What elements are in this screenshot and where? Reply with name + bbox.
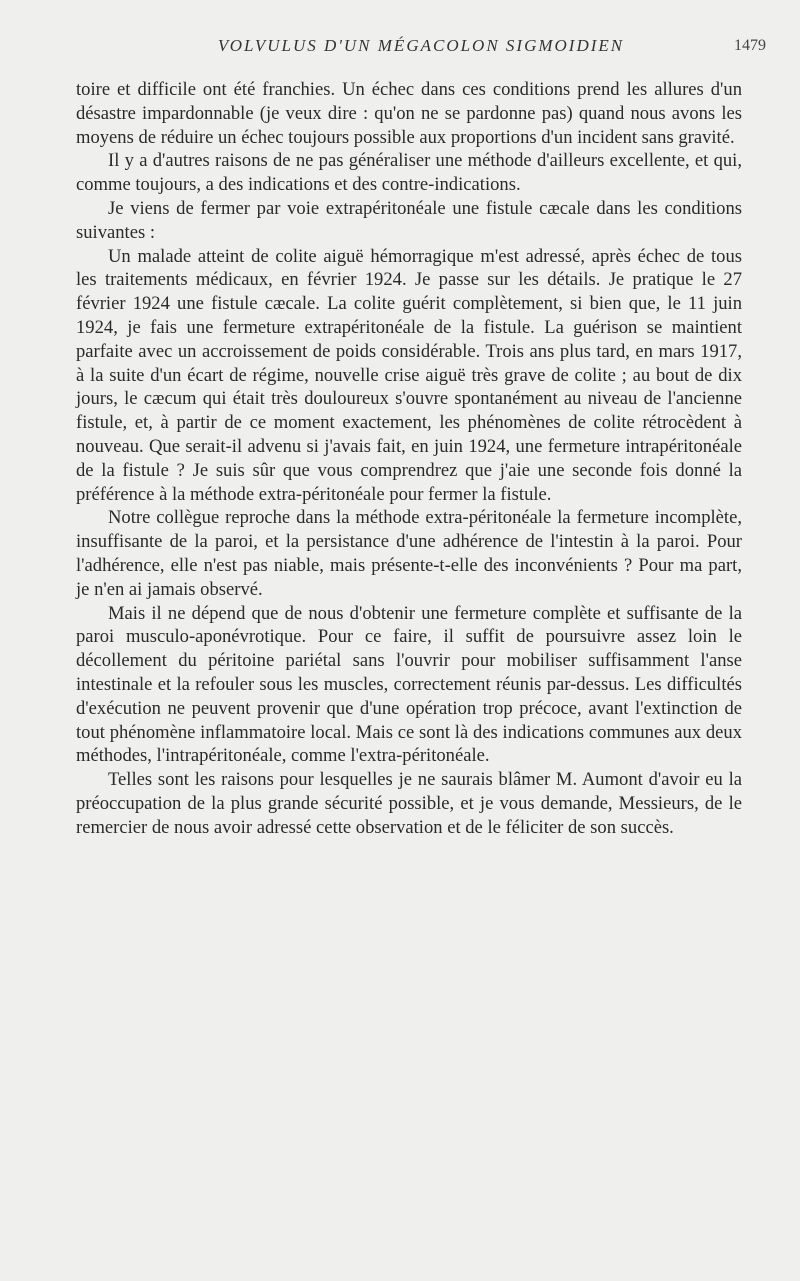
running-title: VOLVULUS D'UN MÉGACOLON SIGMOIDIEN <box>217 36 625 55</box>
paragraph: Je viens de fermer par voie extrapéritonéale une fistule cæcale dans les conditions suivantes : <box>76 197 742 243</box>
paragraph: Un malade atteint de colite aiguë hémorragique m'est adressé, après échec de tous les traitements médicaux, en février 1924. Je passe sur les détails. Je pratique le 27 février 1924 une fistule cæcale. La colite guérit complètement, si bien que, le 11 juin 1924, je fais une fermeture extrapéritonéale de la fistule. La guérison se maintient parfaite avec un accroissement de poids considérable. Trois ans plus tard, en mars 1917, à la suite d'un écart de régime, nouvelle crise aiguë très grave de colite ; au bout de dix jours, le cæcum qui était très douloureux s'ouvre spontanément au niveau de l'ancienne fistule, et, à partir de ce moment exactement, les phénomènes de colite rétrocèdent à nouveau. Que serait-il advenu si j'avais fait, en juin 1924, une fermeture intrapéritonéale de la fistule ? Je suis sûr que vous comprendrez que j'aie une seconde fois donné la préférence à la méthode extra-péritonéale pour fermer la fistule. <box>76 245 742 505</box>
paragraph: Il y a d'autres raisons de ne pas généraliser une méthode d'ailleurs excellente, et qui, comme toujours, a des indications et des contre-indications. <box>76 150 742 196</box>
paragraph: Notre collègue reproche dans la méthode extra-péritonéale la fermeture incomplète, insuffisante de la paroi, et la persistance d'une adhérence de l'intestin à la paroi. Pour l'adhérence, elle n'est pas niable, mais présente-t-elle des inconvénients ? Pour ma part, je n'en ai jamais observé. <box>76 507 742 600</box>
paragraph: Telles sont les raisons pour lesquelles je ne saurais blâmer M. Aumont d'avoir eu la préoccupation de la plus grande sécurité possible, et je vous demande, Messieurs, de le remercier de nous avoir adressé cette observation et de le féliciter de son succès. <box>76 769 742 838</box>
paragraph-continuation: toire et difficile ont été franchies. Un échec dans ces conditions prend les allures d'un désastre impardonnable (je veux dire : qu'on ne se pardonne pas) quand nous avons les moyens de réduire un échec toujours possible aux proportions d'un incident sans gravité. <box>76 79 742 148</box>
paragraph: Mais il ne dépend que de nous d'obtenir une fermeture complète et suffisante de la paroi musculo-aponévrotique. Pour ce faire, il suffit de poursuivre assez loin le décollement du péritoine pariétal sans l'ouvrir pour mobiliser suffisamment l'anse intestinale et la refouler sous les muscles, correctement réunis par-dessus. Les difficultés d'exécution ne peuvent provenir que d'une opération trop précoce, avant l'extinction de tout phénomène inflammatoire local. Mais ce sont là des indications communes aux deux méthodes, l'intrapéritonéale, comme l'extra-péritonéale. <box>76 602 742 767</box>
body-text <box>76 78 742 840</box>
page-number: 1479 <box>734 37 766 54</box>
page-header <box>76 36 766 58</box>
